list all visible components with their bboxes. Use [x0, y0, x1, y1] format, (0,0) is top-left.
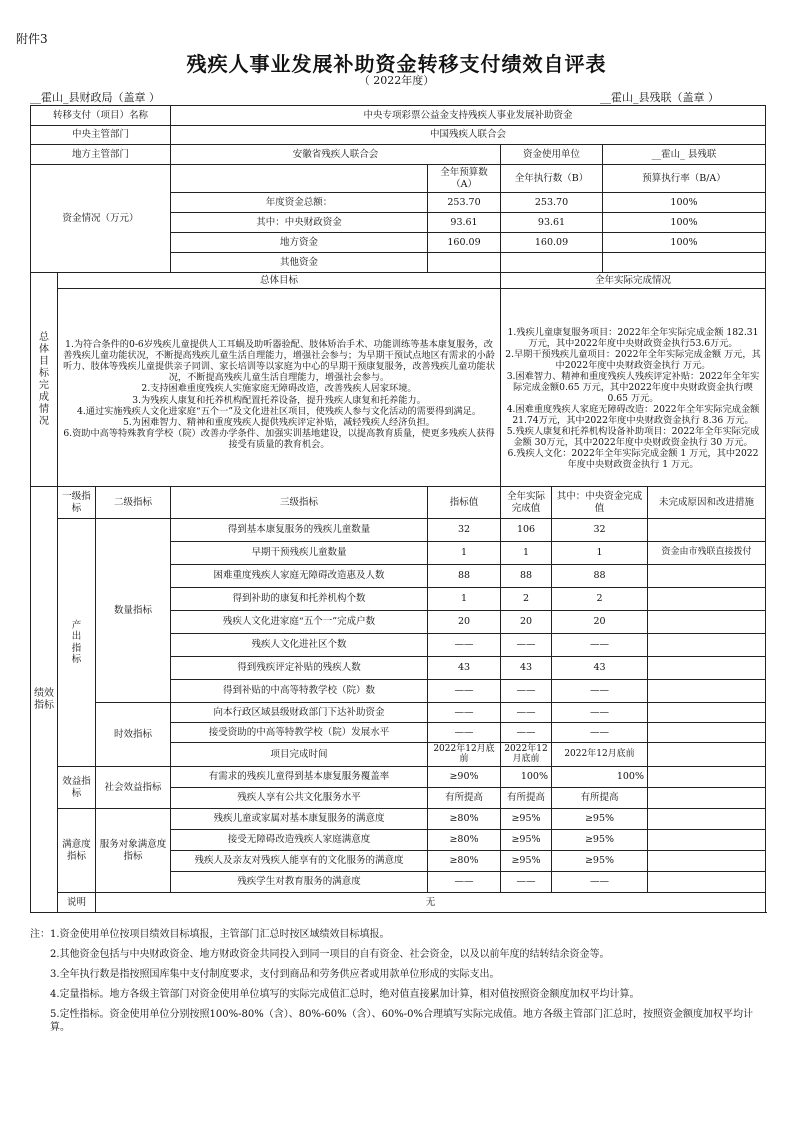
indicator-reason: [648, 657, 766, 680]
indicator-name: 残疾人及亲友对残疾人能享有的文化服务的满意度: [171, 851, 428, 872]
indicator-central: ——: [552, 634, 648, 657]
indicator-actual: 2: [501, 588, 552, 611]
indicator-name: 有需求的残疾儿童得到基本康复服务覆盖率: [171, 767, 428, 788]
indicator-actual: ——: [501, 872, 552, 893]
funds-row-rate: 100%: [603, 233, 766, 253]
benefit-indicator-label: 效益指标: [58, 767, 96, 809]
indicator-actual: ——: [501, 703, 552, 723]
notes: [30, 928, 770, 1034]
indicator-actual: ——: [501, 680, 552, 703]
indicator-central: ——: [552, 872, 648, 893]
indicators-col-actual: 全年实际完成值: [501, 487, 552, 519]
indicator-reason: [648, 611, 766, 634]
indicator-name: 残疾学生对教育服务的满意度: [171, 872, 428, 893]
indicator-name: 向本行政区域县级财政部门下达补助资金: [171, 703, 428, 723]
indicator-actual: ——: [501, 634, 552, 657]
funds-header-blank: [171, 165, 428, 193]
indicator-target: ——: [428, 723, 501, 743]
indicator-central: 2: [552, 588, 648, 611]
funds-row-exec: [501, 253, 603, 273]
indicator-name: 得到基本康复服务的残疾儿童数量: [171, 519, 428, 542]
indicators-label: 绩效指标: [31, 487, 58, 913]
goals-col-target: 总体目标: [58, 273, 501, 289]
funds-row-budget: 160.09: [428, 233, 501, 253]
funds-row-rate: [603, 253, 766, 273]
indicator-actual: ——: [501, 723, 552, 743]
goals-actual-text: 1.残疾儿童康复服务项目：2022年全年实际完成金额 182.31万元，其中2022年度中央财政资金执行53.6万元。 2.早期干预残疾儿童项目：2022年全年实际完成金额 万元，其中2022年度中央财政资金执行 万元。 3.困难智力、精神和重度残疾人残疾评定补贴：2022年全年实际完成金额0.65 万元，其中2022年度中央财政资金执行喫 0.65 万元。 4.困难重度残疾人家庭无障碍改造：2022年全年实际完成金额 21.74万元，其中2022年度中央财政资金执行 8.36 万元。 5.残疾人康复和托养机构设备补助项目：2022年全年实际完成金额 30万元，其中2022年度中央财政资金执行 30 万元。 6.残疾人文化：2022年全年实际完成金额 1 万元，其中2022年度中央财政资金执行 1 万元。: [501, 289, 766, 487]
indicator-name: 项目完成时间: [171, 743, 428, 767]
page-title: 残疾人事业发展补助资金转移支付绩效自评表: [186, 52, 607, 76]
indicator-actual: 2022年12月底前: [501, 743, 552, 767]
funds-row-exec: 93.61: [501, 213, 603, 233]
indicator-reason: [648, 788, 766, 809]
satisfaction-indicator-label: 满意度指标: [58, 809, 96, 893]
indicator-reason: [648, 851, 766, 872]
indicator-actual: 20: [501, 611, 552, 634]
indicator-actual: 43: [501, 657, 552, 680]
timeliness-indicator-label: 时效指标: [96, 703, 171, 767]
indicator-target: ——: [428, 634, 501, 657]
central-dept-value: 中国残疾人联合会: [171, 126, 766, 145]
indicator-target: 88: [428, 565, 501, 588]
indicator-target: 有所提高: [428, 788, 501, 809]
indicator-target: ≥80%: [428, 851, 501, 872]
indicator-actual: ≥95%: [501, 809, 552, 830]
indicator-actual: ≥95%: [501, 851, 552, 872]
indicators-col-l1: 一级指标: [58, 487, 96, 519]
funds-row-budget: 93.61: [428, 213, 501, 233]
indicator-target: ——: [428, 680, 501, 703]
indicator-name: 困难重度残疾人家庭无障碍改造惠及人数: [171, 565, 428, 588]
indicator-target: 43: [428, 657, 501, 680]
indicator-reason: [648, 634, 766, 657]
year-label: （ 2022年度）: [358, 74, 435, 87]
indicators-col-l3: 三级指标: [171, 487, 428, 519]
note-line: 3.全年执行数是指按照国库集中支付制度要求，支付到商品和劳务供应者或用款单位形成的实际支出。: [50, 969, 500, 980]
central-dept-label: 中央主管部门: [31, 126, 171, 145]
fund-unit-label: 资金使用单位: [501, 145, 603, 165]
indicator-name: 残疾儿童或家属对基本康复服务的满意度: [171, 809, 428, 830]
item-name-value: 中央专项彩票公益金支持残疾人事业发展补助资金: [171, 106, 766, 126]
indicator-name: 残疾人文化进家庭“五个一”完成户数: [171, 611, 428, 634]
indicator-name: 得到残疾评定补贴的残疾人数: [171, 657, 428, 680]
indicator-central: 有所提高: [552, 788, 648, 809]
indicator-central: 88: [552, 565, 648, 588]
indicator-name: 得到补贴的中高等特教学校（院）数: [171, 680, 428, 703]
goals-col-actual: 全年实际完成情况: [501, 273, 766, 289]
indicator-reason: [648, 830, 766, 851]
funds-row-exec: 160.09: [501, 233, 603, 253]
remark-label: 说明: [58, 893, 96, 913]
finance-bureau-label: __霍山_县财政局（盖章 ）: [30, 91, 160, 104]
indicator-actual: 100%: [501, 767, 552, 788]
funds-row-name: 年度资金总额：: [171, 193, 428, 213]
indicator-central: 1: [552, 542, 648, 565]
indicator-central: ——: [552, 703, 648, 723]
indicator-central: 2022年12月底前: [552, 743, 648, 767]
indicator-reason: [648, 809, 766, 830]
indicator-name: 接受资助的中高等特教学校（院）发展水平: [171, 723, 428, 743]
funds-row-rate: 100%: [603, 193, 766, 213]
indicator-actual: 106: [501, 519, 552, 542]
indicator-reason: [648, 565, 766, 588]
indicator-central: 20: [552, 611, 648, 634]
indicator-target: ≥80%: [428, 830, 501, 851]
funds-row-budget: 253.70: [428, 193, 501, 213]
note-line: 4.定量指标。地方各级主管部门对资金使用单位填写的实际完成值汇总时，绝对值直接累加计算，相对值按照资金额度加权平均计算。: [50, 989, 640, 1000]
indicators-col-reason: 未完成原因和改进措施: [648, 487, 766, 519]
indicators-col-target: 指标值: [428, 487, 501, 519]
indicator-target: 1: [428, 542, 501, 565]
indicator-target: 2022年12月底前: [428, 743, 501, 767]
funds-col-budget: 全年预算数（A）: [428, 165, 501, 193]
indicator-target: ——: [428, 703, 501, 723]
funds-label: 资金情况（万元）: [31, 165, 171, 273]
indicator-actual: 88: [501, 565, 552, 588]
local-dept-value: 安徽省残疾人联合会: [171, 145, 501, 165]
remark-value: 无: [96, 893, 766, 913]
indicator-target: 1: [428, 588, 501, 611]
indicator-target: 20: [428, 611, 501, 634]
note-line: 2.其他资金包括与中央财政资金、地方财政资金共同投入到同一项目的自有资金、社会资金，以及以前年度的结转结余资金等。: [50, 949, 610, 960]
indicator-target: ≥80%: [428, 809, 501, 830]
indicator-central: 32: [552, 519, 648, 542]
goals-target-text: 1.为符合条件的0-6岁残疾儿童提供人工耳蜗及助听器验配、肢体矫治手术、功能训练等基本康复服务，改善残疾儿童功能状况，不断提高残疾儿童生活自理能力，增强社会参与；为早期干预试点地区有需求的小龄听力、肢体等残疾儿童提供亲子同训、家长培训等以家庭为中心的早期干预康复服务，改善残疾儿童功能状况，不断提高残疾儿童生活自理能力，增强社会参与。 2.支持困难重度残疾人实施家庭无障碍改造，改善残疾人居家环境。 3.为残疾人康复和托养机构配置托养设备，提升残疾人康复和托养能力。 4.通过实施残疾人文化进家庭“五个一”及文化进社区项目，使残疾人参与文化活动的需要得到满足。 5.为困难智力、精神和重度残疾人提供残疾评定补贴，减轻残疾人经济负担。 6.资助中高等特殊教育学校（院）改善办学条件、加强实训基地建设，以提高教育质量，使更多残疾人获得接受有质量的教育机会。: [58, 289, 501, 487]
indicator-central: ≥95%: [552, 809, 648, 830]
item-name-label: 转移支付（项目）名称: [31, 106, 171, 126]
funds-row-name: 其他资金: [171, 253, 428, 273]
indicator-reason: 资金由市残联直接拨付: [648, 542, 766, 565]
indicator-reason: [648, 680, 766, 703]
indicator-reason: [648, 703, 766, 723]
social-benefit-label: 社会效益指标: [96, 767, 171, 809]
funds-row-name: 其中：中央财政资金: [171, 213, 428, 233]
indicator-actual: ≥95%: [501, 830, 552, 851]
self-evaluation-table: [30, 105, 766, 913]
indicator-central: ≥95%: [552, 851, 648, 872]
indicator-reason: [648, 588, 766, 611]
indicator-target: ——: [428, 872, 501, 893]
note-line: 5.定性指标。资金使用单位分别按照100%-80%（含）、80%-60%（含）、60%-0%合理填写实际完成值。地方各级主管部门汇总时，按照资金额度加权平均计算。: [50, 1009, 754, 1033]
goals-label: 总体目标完成情况: [31, 273, 58, 487]
indicator-name: 得到补助的康复和托养机构个数: [171, 588, 428, 611]
indicator-central: ——: [552, 680, 648, 703]
output-indicator-label: 产出指标: [58, 519, 96, 767]
attachment-label: 附件3: [16, 32, 48, 46]
disabled-federation-label: __霍山_县残联（盖章 ）: [600, 91, 719, 104]
fund-unit-value: __霍山_ 县残联: [603, 145, 766, 165]
indicator-reason: [648, 872, 766, 893]
funds-col-exec: 全年执行数（B）: [501, 165, 603, 193]
indicator-central: 100%: [552, 767, 648, 788]
indicators-col-central: 其中：中央资金完成值: [552, 487, 648, 519]
indicator-central: 43: [552, 657, 648, 680]
local-dept-label: 地方主管部门: [31, 145, 171, 165]
indicator-reason: [648, 519, 766, 542]
indicator-actual: 1: [501, 542, 552, 565]
indicator-target: 32: [428, 519, 501, 542]
note-line: 注：1.资金使用单位按项目绩效目标填报，主管部门汇总时按区域绩效目标填报。: [30, 929, 390, 940]
funds-row-budget: [428, 253, 501, 273]
indicators-col-l2: 二级指标: [96, 487, 171, 519]
service-satisfaction-label: 服务对象满意度指标: [96, 809, 171, 893]
indicator-central: ≥95%: [552, 830, 648, 851]
funds-row-name: 地方资金: [171, 233, 428, 253]
funds-col-rate: 预算执行率（B/A）: [603, 165, 766, 193]
indicator-actual: 有所提高: [501, 788, 552, 809]
indicator-name: 残疾人享有公共文化服务水平: [171, 788, 428, 809]
indicator-reason: [648, 743, 766, 767]
quantity-indicator-label: 数量指标: [96, 519, 171, 703]
indicator-name: 接受无障碍改造残疾人家庭满意度: [171, 830, 428, 851]
indicator-name: 早期干预残疾儿童数量: [171, 542, 428, 565]
indicator-reason: [648, 767, 766, 788]
funds-row-exec: 253.70: [501, 193, 603, 213]
funds-row-rate: 100%: [603, 213, 766, 233]
indicator-name: 残疾人文化进社区个数: [171, 634, 428, 657]
indicator-reason: [648, 723, 766, 743]
indicator-target: ≥90%: [428, 767, 501, 788]
indicator-central: ——: [552, 723, 648, 743]
